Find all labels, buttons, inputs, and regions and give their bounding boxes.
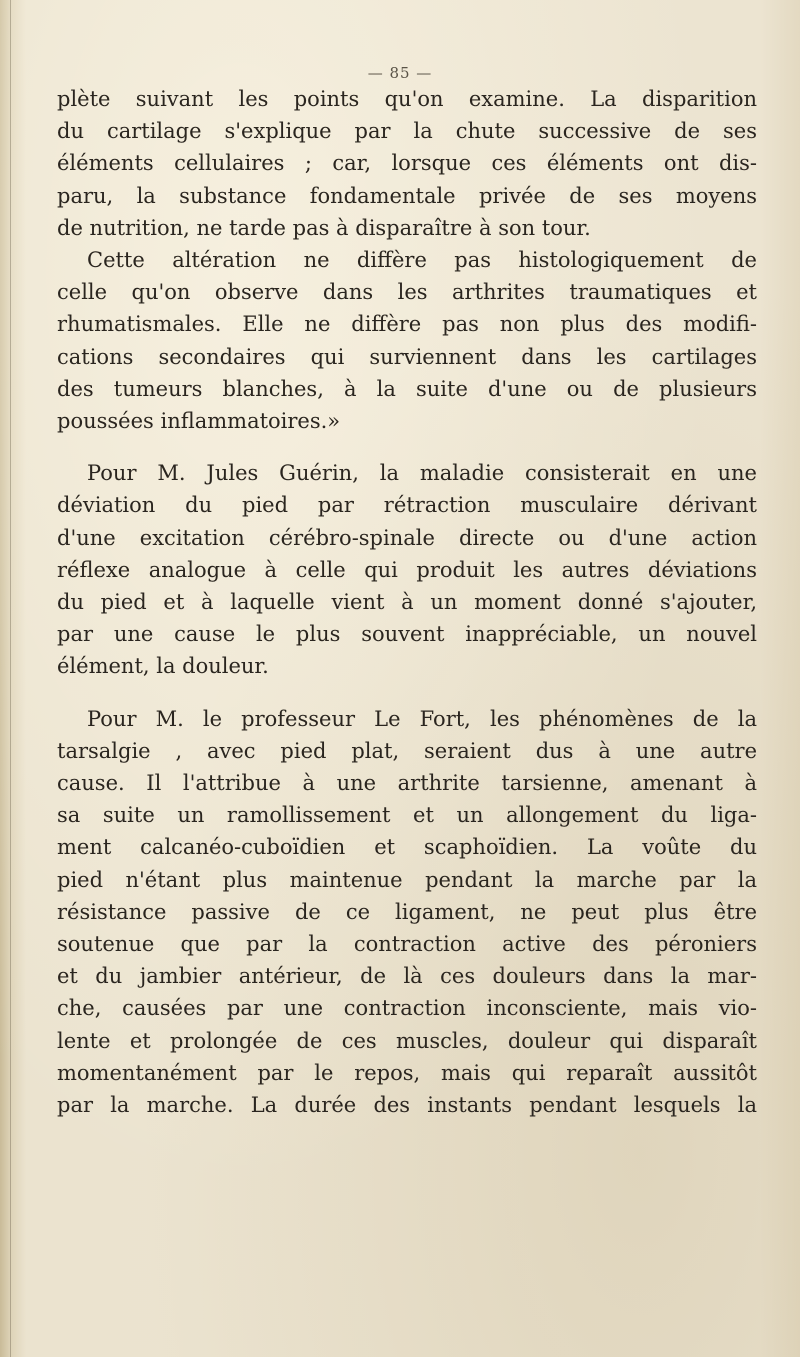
text-line: rhumatismales. Elle ne diffère pas non plus des modifi- (57, 312, 757, 337)
text-line: paru, la substance fondamentale privée de ses moyens (57, 183, 757, 208)
text-line: Pour M. le professeur Le Fort, les phénomènes de la (87, 706, 757, 731)
text-line: celle qu'on observe dans les arthrites traumatiques et (57, 280, 757, 305)
text-line: résistance passive de ce ligament, ne peut plus être (57, 899, 757, 924)
paragraph-2 (57, 244, 757, 437)
text-line: éléments cellulaires ; car, lorsque ces éléments ont dis- (57, 151, 757, 176)
text-line: réflexe analogue à celle qui produit les autres déviations (57, 557, 757, 582)
text-line: sa suite un ramollissement et un allongement du liga- (57, 803, 757, 828)
paragraph-1 (57, 83, 757, 244)
text-line: pied n'étant plus maintenue pendant la marche par la (57, 867, 757, 892)
paragraph-3 (57, 457, 757, 682)
text-line: déviation du pied par rétraction musculaire dérivant (57, 493, 757, 518)
text-line: et du jambier antérieur, de là ces douleurs dans la mar- (57, 964, 757, 989)
text-line: cause. Il l'attribue à une arthrite tarsienne, amenant à (57, 771, 757, 796)
text-line: poussées inflammatoires.» (57, 409, 341, 434)
page-edge (10, 0, 11, 1357)
text-line: des tumeurs blanches, à la suite d'une ou de plusieurs (57, 376, 757, 401)
text-line: Pour M. Jules Guérin, la maladie consisterait en une (87, 461, 757, 486)
text-line: lente et prolongée de ces muscles, douleur qui disparaît (57, 1028, 757, 1053)
text-line: Cette altération ne diffère pas histologiquement de (87, 248, 757, 273)
text-line: soutenue que par la contraction active des péroniers (57, 932, 757, 957)
text-line: élément, la douleur. (57, 654, 269, 679)
text-line: par la marche. La durée des instants pendant lesquels la (57, 1093, 757, 1118)
text-line: plète suivant les points qu'on examine. La disparition (57, 87, 757, 111)
text-line: ment calcanéo-cuboïdien et scaphoïdien. La voûte du (57, 835, 757, 860)
paragraph-4 (57, 703, 757, 1122)
text-line: tarsalgie , avec pied plat, seraient dus à une autre (57, 738, 757, 763)
text-line: par une cause le plus souvent inappréciable, un nouvel (57, 622, 757, 647)
text-line: du cartilage s'explique par la chute successive de ses (57, 119, 757, 144)
paragraph-gap (57, 683, 757, 703)
body-text (57, 83, 757, 1121)
text-line: du pied et à laquelle vient à un moment donné s'ajouter, (57, 590, 757, 615)
text-line: che, causées par une contraction inconsciente, mais vio- (57, 996, 757, 1021)
text-line: momentanément par le repos, mais qui reparaît aussitôt (57, 1060, 757, 1085)
text-line: cations secondaires qui surviennent dans les cartilages (57, 344, 757, 369)
paragraph-gap (57, 437, 757, 457)
page-number: — 85 — (367, 64, 433, 82)
text-line: d'une excitation cérébro-spinale directe ou d'une action (57, 525, 757, 550)
text-line: de nutrition, ne tarde pas à disparaître à son tour. (57, 215, 591, 240)
